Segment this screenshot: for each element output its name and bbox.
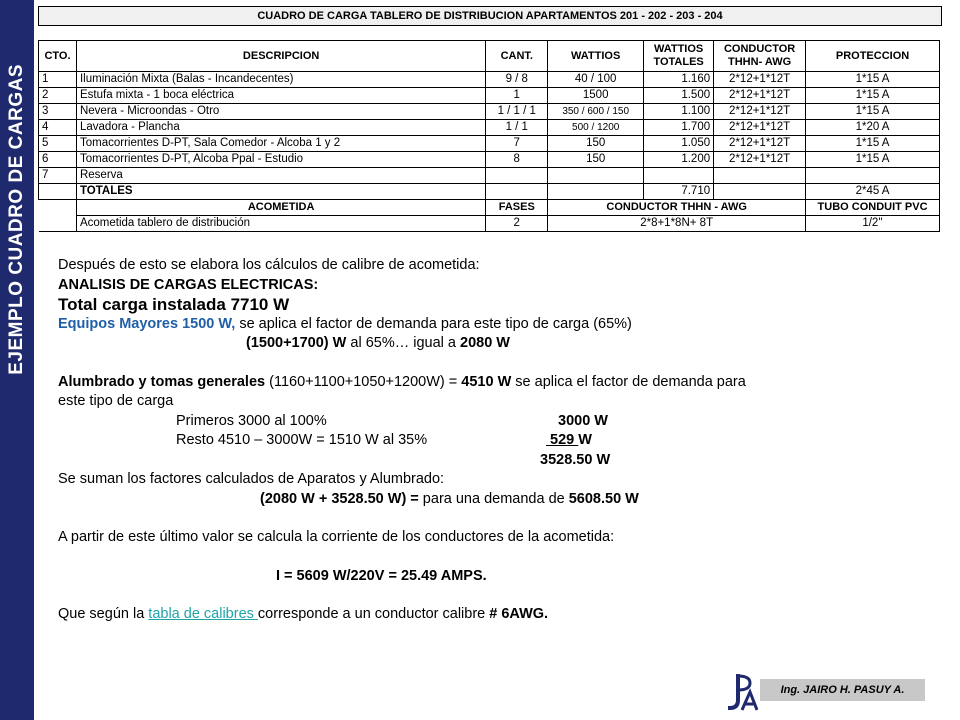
- text-line-4: [58, 315, 948, 335]
- header-cant: CANT.: [486, 41, 548, 72]
- text-line-8: [58, 412, 948, 432]
- cell-prot: 1*15 A: [806, 88, 940, 104]
- text-line-9-c: W: [578, 432, 592, 448]
- header-wattios-totales: [644, 41, 714, 72]
- cell-cto: 6: [39, 152, 77, 168]
- acometida-conductor: 2*8+1*8N+ 8T: [548, 216, 806, 232]
- cell-prot: 1*15 A: [806, 72, 940, 88]
- cell-total: 1.160: [644, 72, 714, 88]
- cell-desc: Reserva: [76, 168, 485, 184]
- acometida-header-tubo: TUBO CONDUIT PVC: [806, 200, 940, 216]
- totals-prot: 2*45 A: [806, 184, 940, 200]
- table-row: [39, 120, 940, 136]
- cell-watts: 1500: [548, 88, 644, 104]
- author-badge: Ing. JAIRO H. PASUY A.: [760, 679, 925, 701]
- cell-total: 1.100: [644, 104, 714, 120]
- cell-cto: 2: [39, 88, 77, 104]
- totals-cond: [714, 184, 806, 200]
- cell-cond: 2*12+1*12T: [714, 136, 806, 152]
- sidebar-title: EJEMPLO CUADRO DE CARGAS: [6, 64, 27, 375]
- cell-cant: 1 / 1 / 1: [486, 104, 548, 120]
- text-line-3: Total carga instalada 7710 W: [58, 295, 290, 314]
- cell-cond: 2*12+1*12T: [714, 120, 806, 136]
- table-row: [39, 72, 940, 88]
- cell-cond: 2*12+1*12T: [714, 72, 806, 88]
- cell-watts: 40 / 100: [548, 72, 644, 88]
- header-wattios-totales-l2: TOTALES: [653, 56, 704, 68]
- text-equipos-mayores: Equipos Mayores 1500 W,: [58, 315, 236, 332]
- header-wattios-totales-l1: WATTIOS: [653, 43, 704, 55]
- totals-row: [39, 184, 940, 200]
- cell-desc: Nevera - Microondas - Otro: [76, 104, 485, 120]
- acometida-blank: [39, 200, 77, 216]
- text-line-4-rest: se aplica el factor de demanda para este tipo de carga (65%): [235, 315, 632, 332]
- table-row: [39, 168, 940, 184]
- text-line-1: Después de esto se elabora los cálculos de calibre de acometida:: [58, 257, 480, 273]
- cell-prot: 1*15 A: [806, 152, 940, 168]
- cell-total: 1.700: [644, 120, 714, 136]
- text-line-6: [58, 373, 948, 393]
- cell-cant: 9 / 8: [486, 72, 548, 88]
- text-line-9-b: 529: [546, 432, 579, 448]
- text-line-13: A partir de este último valor se calcula la corriente de los conductores de la acometida:: [58, 529, 615, 545]
- header-conductor-l1: CONDUCTOR: [723, 43, 796, 55]
- text-line-5-c: 2080 W: [460, 335, 510, 351]
- acometida-fases: 2: [486, 216, 548, 232]
- header-cto: CTO.: [39, 41, 77, 72]
- totals-label: TOTALES: [76, 184, 485, 200]
- text-line-12-c: 5608.50 W: [568, 490, 639, 507]
- header-wattios: WATTIOS: [548, 41, 644, 72]
- acometida-header-conductor: CONDUCTOR THHN - AWG: [548, 200, 806, 216]
- cell-cant: 8: [486, 152, 548, 168]
- cell-watts: [548, 168, 644, 184]
- text-line-15-a: Que según la: [58, 606, 149, 622]
- cell-cto: 4: [39, 120, 77, 136]
- cell-cond: 2*12+1*12T: [714, 152, 806, 168]
- text-line-8-b: 3000 W: [558, 412, 608, 429]
- cell-total: 1.500: [644, 88, 714, 104]
- cell-cant: [486, 168, 548, 184]
- text-line-5: [58, 334, 948, 354]
- text-line-9: [58, 431, 948, 451]
- totals-cant: [486, 184, 548, 200]
- acometida-header-row: [39, 200, 940, 216]
- cell-cond: 2*12+1*12T: [714, 88, 806, 104]
- cell-desc: Iluminación Mixta (Balas - Incandecentes): [76, 72, 485, 88]
- cell-cant: 7: [486, 136, 548, 152]
- cell-total: 1.050: [644, 136, 714, 152]
- text-line-11: Se suman los factores calculados de Aparatos y Alumbrado:: [58, 471, 445, 487]
- cell-watts: 150: [548, 136, 644, 152]
- acometida-blank-cell: [39, 216, 77, 232]
- cell-prot: 1*20 A: [806, 120, 940, 136]
- text-line-15-d: # 6AWG.: [489, 606, 549, 622]
- totals-empty: [39, 184, 77, 200]
- text-line-9-a: Resto 4510 – 3000W = 1510 W al 35%: [176, 432, 428, 448]
- text-line-12: [58, 490, 948, 510]
- table-row: [39, 88, 940, 104]
- calculation-text: [58, 256, 948, 625]
- text-line-8-a: Primeros 3000 al 100%: [176, 412, 327, 429]
- table-row: [39, 152, 940, 168]
- sidebar-title-wrap: [0, 0, 34, 720]
- acometida-row: [39, 216, 940, 232]
- cell-prot: 1*15 A: [806, 136, 940, 152]
- author-logo: [724, 672, 758, 712]
- cell-cto: 3: [39, 104, 77, 120]
- cell-watts: 500 / 1200: [548, 120, 644, 136]
- cell-cond: 2*12+1*12T: [714, 104, 806, 120]
- cell-cto: 1: [39, 72, 77, 88]
- acometida-tubo: 1/2'': [806, 216, 940, 232]
- table-row: [39, 136, 940, 152]
- cell-cond: [714, 168, 806, 184]
- text-line-7: este tipo de carga: [58, 393, 174, 409]
- text-line-5-a: (1500+1700) W: [246, 335, 347, 351]
- text-line-6-a: Alumbrado y tomas generales: [58, 373, 266, 390]
- cell-cant: 1: [486, 88, 548, 104]
- acometida-desc: Acometida tablero de distribución: [76, 216, 485, 232]
- header-descripcion: DESCRIPCION: [76, 41, 485, 72]
- cell-watts: 350 / 600 / 150: [548, 104, 644, 120]
- cell-cto: 5: [39, 136, 77, 152]
- text-line-2: ANALISIS DE CARGAS ELECTRICAS:: [58, 276, 319, 293]
- text-line-5-b: al 65%… igual a: [346, 335, 461, 351]
- header-proteccion: PROTECCION: [806, 41, 940, 72]
- text-line-14: I = 5609 W/220V = 25.49 AMPS.: [276, 567, 487, 584]
- cell-desc: Estufa mixta - 1 boca eléctrica: [76, 88, 485, 104]
- cell-cto: 7: [39, 168, 77, 184]
- cell-total: 1.200: [644, 152, 714, 168]
- table-row: [39, 104, 940, 120]
- cell-total: [644, 168, 714, 184]
- text-line-15: [58, 605, 948, 625]
- text-line-6-b: (1160+1100+1050+1200W) =: [265, 373, 462, 390]
- cell-desc: Tomacorrientes D-PT, Sala Comedor - Alcoba 1 y 2: [76, 136, 485, 152]
- tabla-calibres-link[interactable]: tabla de calibres: [148, 606, 258, 622]
- cell-desc: Lavadora - Plancha: [76, 120, 485, 136]
- acometida-header-label: ACOMETIDA: [76, 200, 485, 216]
- cell-prot: 1*15 A: [806, 104, 940, 120]
- text-line-12-a: (2080 W + 3528.50 W) =: [260, 490, 419, 507]
- text-line-12-b: para una demanda de: [418, 490, 569, 507]
- totals-watts: [548, 184, 644, 200]
- table-title: CUADRO DE CARGA TABLERO DE DISTRIBUCION APARTAMENTOS 201 - 202 - 203 - 204: [38, 6, 942, 26]
- cell-cant: 1 / 1: [486, 120, 548, 136]
- text-line-15-c: corresponde a un conductor calibre: [257, 606, 490, 622]
- table-header-row: [39, 41, 940, 72]
- header-conductor-l2: THHN- AWG: [728, 56, 792, 68]
- cell-watts: 150: [548, 152, 644, 168]
- header-conductor: [714, 41, 806, 72]
- cell-prot: [806, 168, 940, 184]
- load-table: [38, 40, 940, 232]
- text-line-10: 3528.50 W: [540, 451, 611, 468]
- cell-desc: Tomacorrientes D-PT, Alcoba Ppal - Estudio: [76, 152, 485, 168]
- text-line-6-d: se aplica el factor de demanda para: [511, 373, 746, 390]
- acometida-header-fases: FASES: [486, 200, 548, 216]
- text-line-6-c: 4510 W: [461, 373, 512, 390]
- totals-total: 7.710: [644, 184, 714, 200]
